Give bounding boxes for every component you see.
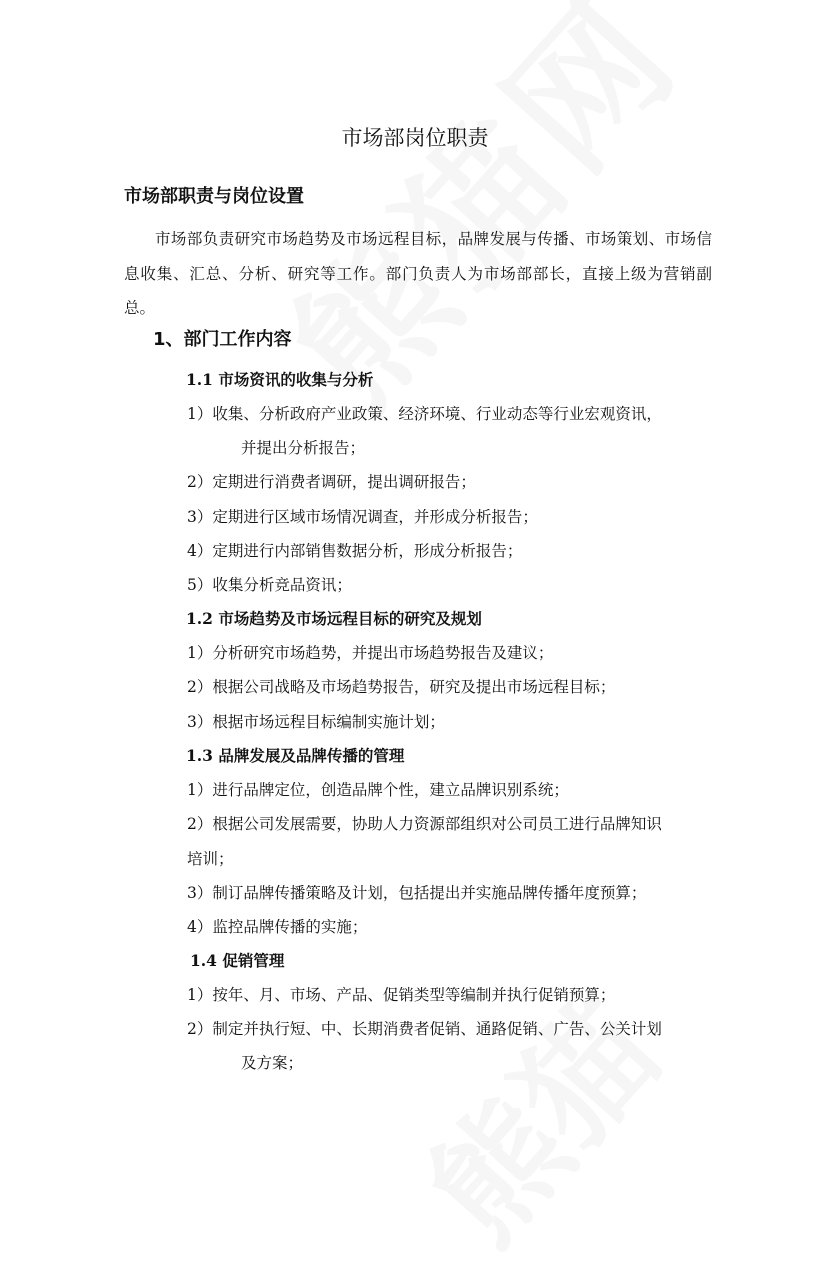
- list-item: 5）收集分析竞品资讯；: [187, 576, 352, 594]
- subsection-heading: 1.3 品牌发展及品牌传播的管理: [186, 746, 405, 765]
- list-item: 3）制订品牌传播策略及计划，包括提出并实施品牌传播年度预算；: [187, 884, 647, 902]
- list-item: 2）根据公司发展需要，协助人力资源部组织对公司员工进行品牌知识: [187, 815, 662, 833]
- subsection-heading: 1.4 促销管理: [190, 951, 285, 970]
- list-item-continuation: 并提出分析报告；: [241, 439, 366, 457]
- list-item: 2）根据公司战略及市场趋势报告，研究及提出市场远程目标；: [187, 678, 616, 696]
- list-item: 1）进行品牌定位，创造品牌个性，建立品牌识别系统；: [187, 781, 569, 799]
- dept-heading: 1、部门工作内容: [153, 329, 292, 350]
- subsection-heading: 1.2 市场趋势及市场远程目标的研究及规划: [186, 609, 482, 628]
- list-item-continuation: 培训；: [187, 850, 234, 868]
- list-item-continuation: 及方案；: [241, 1054, 304, 1072]
- list-item: 2）定期进行消费者调研，提出调研报告；: [187, 473, 476, 491]
- page-title: 市场部岗位职责: [341, 126, 489, 150]
- list-item: 1）收集、分析政府产业政策、经济环境、行业动态等行业宏观资讯，: [187, 405, 662, 423]
- list-item: 4）监控品牌传播的实施；: [187, 918, 368, 936]
- intro-paragraph: 市场部负责研究市场趋势及市场远程目标，品牌发展与传播、市场策划、市场信息收集、汇总、分析、研究等工作。部门负责人为市场部部长，直接上级为营销副总。: [124, 230, 712, 317]
- list-item: 1）分析研究市场趋势，并提出市场趋势报告及建议；: [187, 644, 554, 662]
- list-item: 4）定期进行内部销售数据分析，形成分析报告；: [187, 542, 523, 560]
- section-heading: 市场部职责与岗位设置: [124, 186, 304, 207]
- list-item: 1）按年、月、市场、产品、促销类型等编制并执行促销预算；: [187, 986, 616, 1004]
- subsection-heading: 1.1 市场资讯的收集与分析: [186, 370, 374, 389]
- list-item: 2）制定并执行短、中、长期消费者促销、通路促销、广告、公关计划: [187, 1020, 662, 1038]
- list-item: 3）根据市场远程目标编制实施计划；: [187, 713, 445, 731]
- list-item: 3）定期进行区域市场情况调查，并形成分析报告；: [187, 508, 538, 526]
